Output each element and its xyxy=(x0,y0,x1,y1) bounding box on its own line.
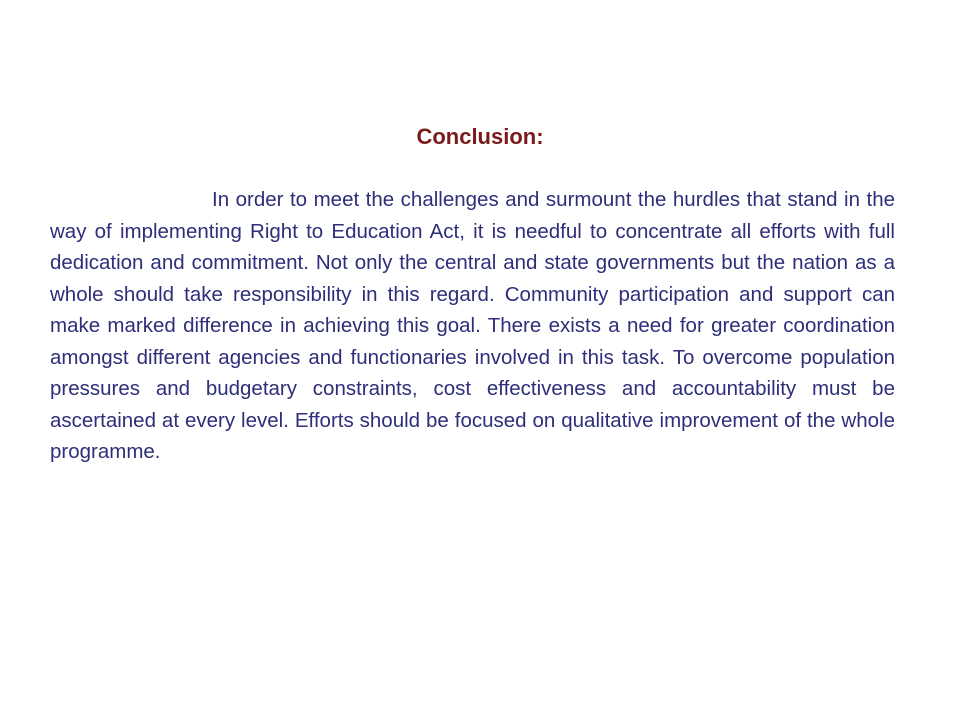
conclusion-paragraph: In order to meet the challenges and surmount the hurdles that stand in the way of implementing Right to Education Act, it is needful to concentrate all efforts with full dedication and commitment. Not only the central and state governments but the nation as a whole should take responsibility in this regard. Community participation and support can make marked difference in achieving this goal. There exists a need for greater coordination amongst different agencies and functionaries involved in this task. To overcome population pressures and budgetary constraints, cost effectiveness and accountability must be ascertained at every level. Efforts should be focused on qualitative improvement of the whole programme. xyxy=(50,188,895,463)
slide-heading: Conclusion: xyxy=(416,124,544,149)
